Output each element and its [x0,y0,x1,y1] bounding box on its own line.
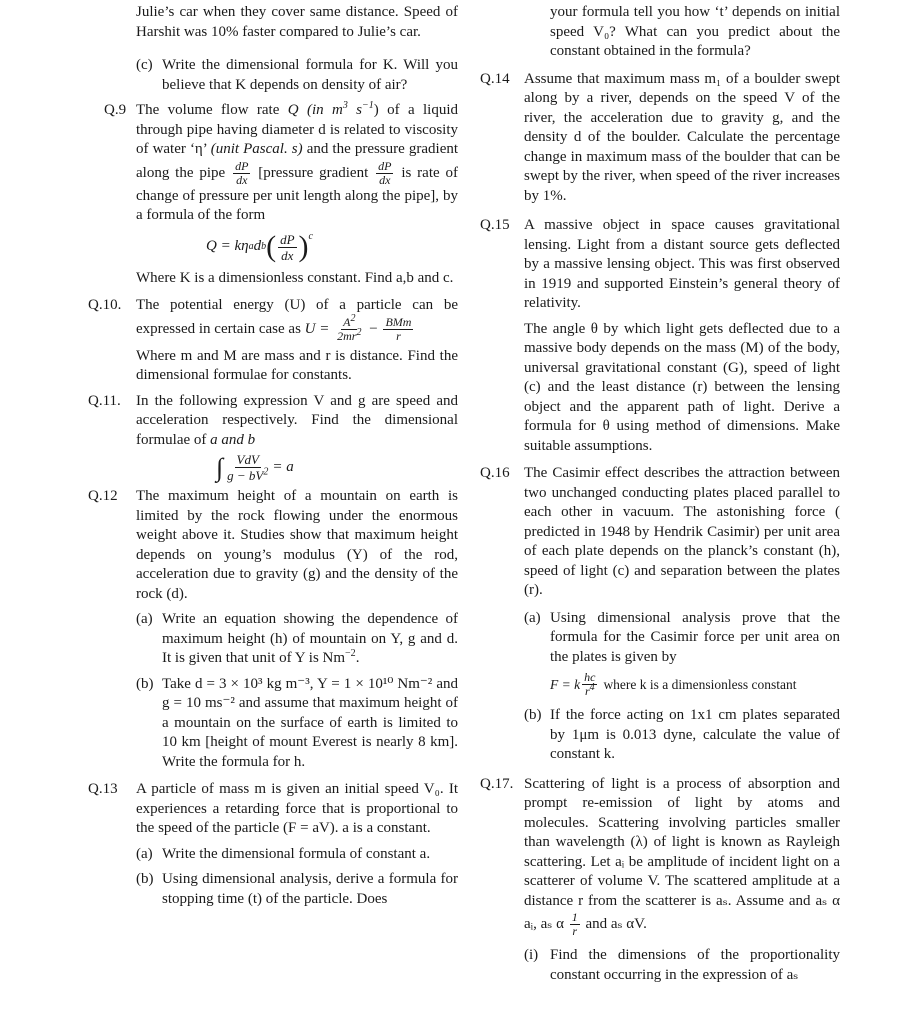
question-13 [88,780,458,909]
q17-text-main: Scattering of light is a process of absorption and prompt re-emission of light by atoms and molecules. Scattering involving particles smaller than wavelength (λ) of light is known as Rayleigh scattering. Let aᵢ be amplitude of incident light on a scatterer of volume V. The scattered amplitude at a distance r from the scatterer is aₛ. Assume and aₛ α aᵢ, aₛ α [524,775,840,932]
q11-integral [136,452,458,483]
q9-text-2: ) of a liquid through pipe having diameter d is related to viscosity of water ‘η’ [136,102,459,157]
q17-frac [570,911,580,938]
q9-frac-num: dP [235,158,249,173]
q9-body [136,101,458,288]
q13-carryover-text: your formula tell you how ‘t’ depends on initial speed V₀? What can you predict about the constant obtained in the formula? [550,4,840,59]
q9-text: The volume flow rate Q (in $m^3$ $s^{-1}$) of a liquid through pipe having diameter d is related to viscosity of water ‘η’ (unit Pascal. s) and the pressure gradient along the pipe $\frac{dP}{dx}$ [pressure gradient $\frac{dP}{dx}$ is rate of change of pressure per unit length along the pipe], by a formula of the form [136,100,459,223]
q16-formula-frac [582,671,597,698]
q10-number: Q.10. [88,297,122,313]
left-column [88,3,458,909]
right-column [480,3,840,985]
q13-text: A particle of mass m is given an initial speed V₀. It experiences a retarding force that is proportional to the speed of the particle (F = aV). a is a constant. [136,781,458,836]
q10-frac-1 [335,312,363,343]
q16-formula-den: $r^4$ [584,682,595,698]
q9-text-4: [pressure gradient [258,164,369,181]
q16-formula [550,671,840,698]
q10-text: The potential energy (U) of a particle can be expressed in certain case as U = $\frac{A^2}{2mr^2}$ − $\frac{\text{BMm}}{r}$ [136,297,458,343]
q14-number: Q.14 [480,70,510,87]
q15-body [524,216,840,456]
q13a-label: (a) [136,845,153,862]
q16-body [524,464,840,765]
q10-frac-2 [383,316,413,343]
q12a-body: Write an equation showing the dependence of maximum height (h) of mountain on Y, g and d. It is given that unit of Y is $Nm^{-2}$. [162,611,458,666]
q16-formula-lhs: F = k [550,676,581,692]
q15-para2: The angle θ by which light gets deflected due to a massive body depends on the mass (M) of the body, universal gravitational constant (G), speed of light (c) and the least distance (r) between the lensing object and the apparent path of light. Derive a formula for θ using method of dimensions. Make suitable assumptions. [524,320,840,454]
q17i-text: Find the dimensions of the proportionality constant occurring in the expression of aₛ [550,947,840,983]
q10-num1: $A^2$ [343,312,356,329]
question-15 [480,216,840,456]
q10-num1-text: A [343,314,351,329]
q8c-label: (c) [136,57,153,73]
q13-body [136,780,458,909]
q9-formula-den: dx [281,247,294,263]
q16a-body [550,609,840,699]
q9-formula-lhs: Q = kη [206,238,249,255]
q12a-label: (a) [136,611,153,627]
q17-number: Q.17. [480,775,514,792]
q11-int-den-text: g − bV [227,468,264,483]
q9-frac-dp-dx-2 [376,160,393,187]
q16-part-a [524,609,840,699]
q8-carryover-text: Julie’s car when they cover same distance. Speed of Harshit was 10% faster compared to Julie’s car. [136,4,458,40]
q9-formula-frac [278,232,296,263]
q9-paren-close: ) [298,230,309,263]
q10-num2: BMm [385,314,412,329]
q12-part-a [136,610,458,669]
q17-part-i [524,946,840,985]
q16-part-b [524,706,840,765]
question-14 [480,70,840,207]
q16a-label: (a) [524,609,541,626]
q13-number: Q.13 [88,781,118,797]
q9-paren-open: ( [266,230,277,263]
q9-text-3: and the pressure gradient along the pipe [136,141,459,181]
q17-frac-den: r [572,924,578,938]
q16-number: Q.16 [480,465,510,481]
q13-carryover [480,3,840,62]
q12-part-b [136,675,458,773]
q9-frac-den: dx [236,172,248,187]
q17i-label: (i) [524,947,539,963]
question-17 [480,775,840,986]
q9-unit: (unit Pascal. s) [210,141,303,157]
q9-formula: Q = kη a d b ( $\frac{dP}{dx}$ ) $^c$ [206,230,313,263]
q8c-text: Write the dimensional formula for K. Will you believe that K depends on density of air? [162,57,458,93]
q13b-label: (b) [136,871,154,887]
q17-body [524,775,840,986]
q15-text: A massive object in space causes gravitational lensing. Light from a distant source gets deflected by a massive lensing object. This was first observed in 1919 and supported Einstein’s general theory of relativity. [524,217,840,311]
q9-frac-dp-dx [233,160,250,187]
q11-text [136,392,458,451]
q11-int-rhs: = a [272,458,294,475]
q10-body [136,296,458,386]
question-11 [88,392,458,486]
q12b-label: (b) [136,675,154,692]
q16b-label: (b) [524,707,542,723]
q12-text: The maximum height of a mountain on earth is limited by the rock flowing under the enormous weight above it. Studies show that maximum height depends on young’s modulus (Y) of the rod, acceleration due to gravity (g) and the density of the rock (d). [136,488,458,602]
q9-number: Q.9 [104,102,127,118]
q10-den2: r [396,328,401,343]
q17-frac-num: 1 [571,910,578,924]
question-12 [88,487,458,772]
q11-body [136,392,458,486]
q13a-text: Write the dimensional formula of constant a. [162,845,431,862]
q10-text-main: The potential energy (U) of a particle can be expressed in certain case as [136,297,458,337]
q16-formula-note: where k is a dimensionless constant [603,676,797,692]
q15-number: Q.15 [480,217,510,233]
question-16 [480,464,840,765]
q17-text [524,775,840,939]
q11-int-frac [225,452,270,483]
q12-body [136,487,458,772]
question-9 [88,101,458,288]
q16b-text: If the force acting on 1x1 cm plates separated by 1μm is 0.013 dyne, calculate the value of constant k. [550,707,840,762]
q16a-text: Using dimensional analysis prove that the formula for the Casimir force per unit area on the plates is given by [550,609,840,665]
q12-number: Q.12 [88,488,118,504]
q9-frac2-num: dP [378,158,392,173]
q9-unit2: s [347,102,363,118]
q9-text-1: The volume flow rate [136,102,280,118]
q10-den1-text: 2mr [337,328,357,343]
q11-vars: a and b [210,431,256,448]
q13b-text: Using dimensional analysis, derive a formula for stopping time (t) of the particle. Does [162,871,458,907]
q10-u-eq: U = [304,320,330,337]
q9-frac2-den: dx [379,172,391,187]
q12a-text: Write an equation showing the dependence of maximum height (h) of mountain on Y, g and d. It is given that unit of Y is Nm [162,611,458,666]
q11-number: Q.11. [88,392,121,409]
q11-int-num: VdV [236,452,259,467]
integral-sign-icon: ∫ [216,452,224,482]
q14-text: Assume that maximum mass m₁ of a boulder swept along by a river, depends on the speed V of the river, the acceleration due to gravity g, and the density d of the boulder. Calculate the percentage change in maximum mass of the boulder that can be swept by the river, when speed of the river increases by 1%. [524,70,840,204]
q16-formula-num: hc [584,670,596,684]
q13-part-b [136,870,458,909]
q9-var: Q (in m [287,102,343,118]
q11-int-den: $g - bV^2$ [227,466,269,483]
q12b-text: Take d = 3 × 10³ kg m⁻³, Y = 1 × 10¹⁰ Nm⁻² and g = 10 ms⁻² and assume that maximum height of a mountain on the surface of earth is limited to 10 km [height of mount Everest is nearly 8 km]. Write the formula for h. [162,675,458,770]
q11-text-main: In the following expression V and g are speed and acceleration respectively. Find the dimensional formulae of [136,392,458,448]
q16-text: The Casimir effect describes the attraction between two unchanged conducting plates placed parallel to each other in vacuum. The astonishing force ( predicted in 1948 by Hendrik Casimir) per unit area of each plate depends on the planck’s constant (h), speed of light (c) and separation between the plates (r). [524,465,840,598]
q10-den1: $2mr^2$ [337,326,362,343]
question-10 [88,296,458,386]
q9-formula-num: dP [280,231,295,247]
q9-text-5: is rate of change of pressure per unit length along the pipe], by a formula of the form [136,164,459,223]
q16-formula-den-text: r [584,684,590,698]
q13-part-a [136,845,458,865]
q8-carryover [88,3,458,42]
q17-tail: and aₛ αV. [585,915,647,932]
q10-after: Where m and M are mass and r is distance. Find the dimensional formulae for constants. [136,347,458,383]
q8-part-c [88,56,458,95]
q9-after: Where K is a dimensionless constant. Find a,b and c. [136,269,454,286]
